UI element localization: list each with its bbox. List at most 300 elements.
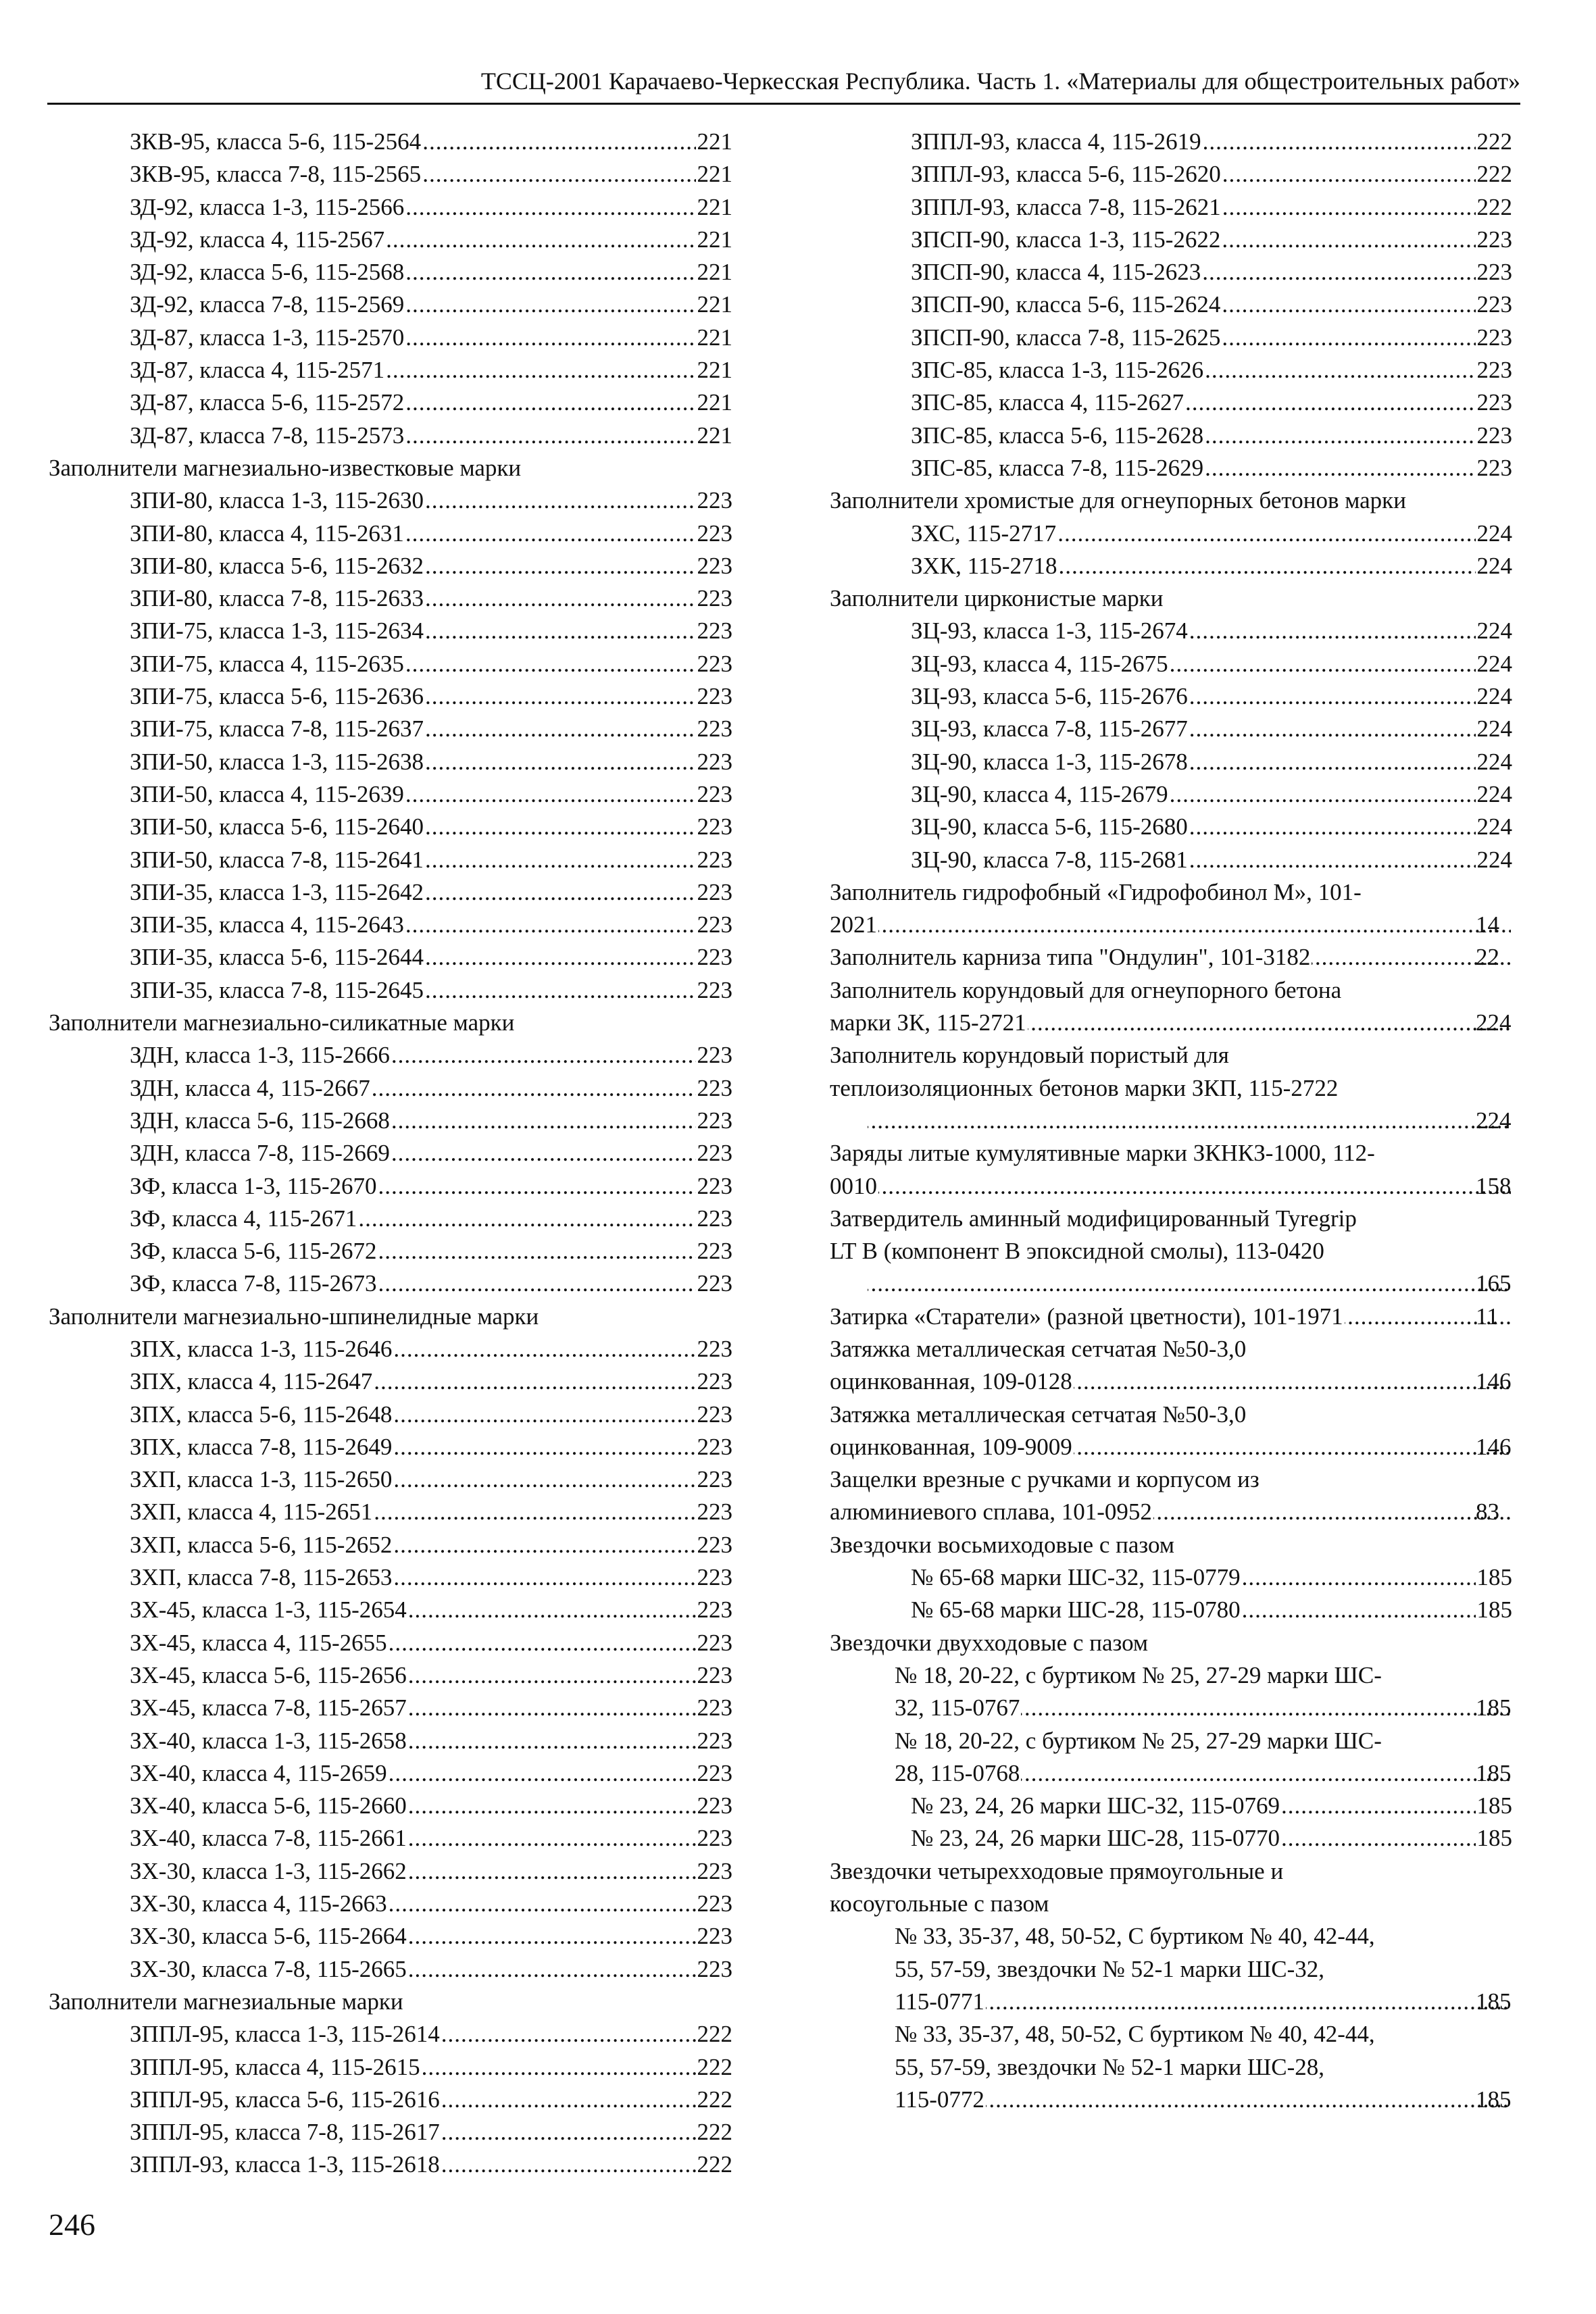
entry-page-number: 223 [697, 1727, 732, 1754]
entry-text: Звездочки четырехходовые прямоугольные и [830, 1857, 1284, 1884]
entry-page-number: 223 [697, 1759, 732, 1786]
dot-leader [389, 1888, 696, 1920]
entry-page-number: 223 [697, 1825, 732, 1852]
index-entry [49, 941, 732, 974]
index-entry [830, 1301, 1512, 1333]
dot-leader [1170, 778, 1476, 811]
entry-page-number: 223 [697, 487, 732, 514]
entry-line-with-page [130, 1627, 732, 1659]
entry-page-number: 185 [1476, 1792, 1512, 1819]
entry-page-number: 224 [1476, 780, 1512, 807]
dot-leader [425, 746, 695, 778]
dot-leader [868, 1267, 1511, 1300]
entry-text: Звездочки двухходовые с пазом [830, 1629, 1149, 1656]
dot-leader [378, 1235, 695, 1267]
index-entry [830, 1725, 1512, 1790]
entry-text: ЗХП, класса 4, 115-2651 [130, 1499, 373, 1526]
index-entry [830, 974, 1512, 1040]
index-column-right [830, 126, 1512, 2116]
entry-text: ЗХ-45, класса 5-6, 115-2656 [130, 1661, 407, 1688]
dot-leader [393, 1333, 695, 1365]
dot-leader [425, 876, 695, 909]
entry-line-with-page [130, 256, 732, 288]
index-entry [49, 648, 732, 680]
entry-page-number: 223 [697, 1499, 732, 1526]
dot-leader [405, 778, 696, 811]
entry-line-with-page [130, 288, 732, 321]
index-entry [830, 354, 1512, 386]
entry-page-number: 224 [1476, 846, 1512, 873]
entry-text: Заполнители хромистые для огнеупорных бетонов марки [830, 487, 1406, 514]
entry-text-continued: 28, 115-0768 [895, 1759, 1020, 1786]
entry-text: Заполнитель гидрофобный «Гидрофобинол М», 101- [830, 878, 1362, 905]
entry-line-with-page [130, 974, 732, 1007]
entry-page-number: 223 [697, 944, 732, 971]
entry-line-with-page [911, 256, 1512, 288]
entry-text: ЗППЛ-95, класса 1-3, 115-2614 [130, 2021, 440, 2048]
entry-text: ЗПИ-80, класса 5-6, 115-2632 [130, 552, 424, 579]
entry-text: ЗПИ-50, класса 1-3, 115-2638 [130, 748, 424, 775]
entry-page-number: 222 [697, 2086, 732, 2113]
entry-text: ЗДН, класса 4, 115-2667 [130, 1074, 370, 1101]
index-entry [49, 1822, 732, 1855]
entry-line-with-page: Затирка «Старатели» (разной цветности), 101-1971 ..... 11 [866, 1301, 1512, 1333]
dot-leader [374, 1496, 695, 1528]
entry-text: № 23, 24, 26 марки ШС-32, 115-0769 [911, 1792, 1280, 1819]
entry-line-with-page [130, 844, 732, 876]
dot-leader [389, 1627, 696, 1659]
entry-text: ЗХ-45, класса 7-8, 115-2657 [130, 1694, 407, 1721]
index-entry [830, 1463, 1512, 1529]
entry-line-with-page [130, 680, 732, 713]
index-entry [49, 713, 732, 745]
entry-text: ЗПИ-50, класса 4, 115-2639 [130, 780, 404, 807]
entry-text: ЗКВ-95, класса 7-8, 115-2565 [130, 161, 422, 188]
index-entry [830, 224, 1512, 256]
entry-line-with-page [130, 322, 732, 354]
entry-page-number: 224 [1476, 813, 1512, 840]
dot-leader [1202, 256, 1475, 288]
index-entry [49, 322, 732, 354]
index-entry [49, 2116, 732, 2148]
entry-page-number: 223 [697, 1890, 732, 1917]
entry-line-with-page: марки ЗК, 115-2721 ..... 224 [866, 1007, 1512, 1039]
entry-text: ЗПИ-75, класса 1-3, 115-2634 [130, 618, 424, 645]
index-entry [830, 191, 1512, 224]
entry-line-with-page [130, 615, 732, 647]
index-entry [49, 1888, 732, 1920]
entry-page-number: 223 [697, 1923, 732, 1950]
index-entry [830, 941, 1512, 974]
entry-page-number: 223 [697, 780, 732, 807]
index-heading [830, 1529, 1512, 1561]
index-entry [830, 1333, 1512, 1399]
index-column-left [49, 126, 732, 2182]
entry-line-with-page [130, 518, 732, 550]
index-entry [49, 1725, 732, 1757]
entry-page-number: 221 [697, 357, 732, 384]
index-entry [49, 386, 732, 419]
entry-line-with-page: оцинкованная, 109-0128 ..... 146 [866, 1365, 1512, 1398]
index-heading [49, 452, 732, 484]
entry-line-with-page [130, 1920, 732, 1953]
dot-leader [1021, 1692, 1511, 1724]
entry-line-with-page [130, 778, 732, 811]
entry-text: ЗПИ-75, класса 7-8, 115-2637 [130, 715, 424, 743]
dot-leader [1222, 191, 1476, 224]
dot-leader [1057, 518, 1475, 550]
entry-text: № 65-68 марки ШС-32, 115-0779 [911, 1564, 1241, 1591]
entry-page-number: 185 [1476, 1564, 1512, 1591]
index-entry [830, 746, 1512, 778]
dot-leader [425, 484, 695, 517]
entry-text: ЗППЛ-95, класса 7-8, 115-2617 [130, 2119, 440, 2146]
entry-text: ЗД-87, класса 4, 115-2571 [130, 357, 385, 384]
dot-leader [425, 811, 695, 843]
index-entry [830, 1920, 1512, 2018]
entry-line-with-page [130, 1399, 732, 1431]
index-entry [49, 1203, 732, 1235]
entry-text: ЗПСП-90, класса 4, 115-2623 [911, 259, 1201, 286]
index-entry [49, 1594, 732, 1626]
entry-line-with-page: оцинкованная, 109-9009 ..... 146 [866, 1431, 1512, 1463]
dot-leader [1189, 713, 1476, 745]
entry-line-with-page [130, 909, 732, 941]
index-entry [49, 844, 732, 876]
header-divider [47, 103, 1520, 105]
dot-leader [1222, 224, 1475, 256]
entry-page-number: 222 [697, 2119, 732, 2146]
entry-line-with-page [911, 811, 1512, 843]
entry-page-number: 223 [1476, 454, 1512, 481]
entry-text: ЗХ-40, класса 7-8, 115-2661 [130, 1825, 407, 1852]
dot-leader [422, 2051, 696, 2084]
dot-leader [1222, 288, 1475, 321]
index-entry [830, 1822, 1512, 1855]
entry-page-number: 223 [697, 1107, 732, 1134]
entry-text: Заполнитель карниза типа "Ондулин", 101-3182 [830, 944, 1311, 971]
entry-text: ЗПС-85, класса 1-3, 115-2626 [911, 357, 1204, 384]
entry-text: № 18, 20-22, с буртиком № 25, 27-29 марки ШС- [895, 1661, 1382, 1688]
dot-leader [1281, 1822, 1476, 1855]
entry-line-with-page [130, 1529, 732, 1561]
dot-leader [391, 1039, 696, 1072]
dot-leader [868, 1105, 1511, 1137]
index-entry [49, 1659, 732, 1692]
index-entry [49, 1757, 732, 1790]
entry-line-with-page [130, 1822, 732, 1855]
entry-line-with-page [130, 1594, 732, 1626]
dot-leader [878, 909, 1511, 941]
entry-text: ЗДН, класса 5-6, 115-2668 [130, 1107, 390, 1134]
entry-line-with-page [130, 1692, 732, 1724]
entry-page-number: 223 [697, 1074, 732, 1101]
entry-line-with-page: 115-0771 ..... 185 [931, 1986, 1512, 2018]
dot-leader [408, 1725, 696, 1757]
entry-page-number: 223 [697, 715, 732, 743]
entry-line-with-page [911, 1790, 1512, 1822]
entry-line-with-page [130, 1463, 732, 1496]
index-entry [49, 1333, 732, 1365]
index-entry [49, 1627, 732, 1659]
entry-text: Звездочки восьмиходовые с пазом [830, 1531, 1174, 1558]
index-entry [830, 126, 1512, 158]
dot-leader [378, 1170, 695, 1203]
entry-text: ЗПИ-35, класса 1-3, 115-2642 [130, 878, 424, 905]
dot-leader [1028, 1007, 1511, 1039]
index-entry [49, 1431, 732, 1463]
entry-line-with-page [130, 158, 732, 191]
index-entry [49, 1235, 732, 1267]
entry-text: ЗППЛ-93, класса 4, 115-2619 [911, 128, 1201, 155]
index-heading [49, 1007, 732, 1039]
index-entry [49, 484, 732, 517]
dot-leader [1205, 452, 1475, 484]
index-entry [830, 322, 1512, 354]
dot-leader [425, 615, 695, 647]
entry-line-with-page [130, 2051, 732, 2084]
entry-text: ЗПХ, класса 1-3, 115-2646 [130, 1335, 393, 1362]
dot-leader [1205, 420, 1475, 452]
entry-page-number: 223 [697, 976, 732, 1003]
index-entry [830, 2018, 1512, 2116]
dot-leader [1059, 550, 1476, 582]
dot-leader [393, 1529, 695, 1561]
dot-leader [405, 648, 696, 680]
entry-page-number: 222 [1476, 161, 1512, 188]
index-heading [830, 582, 1512, 615]
entry-page-number: 223 [697, 1042, 732, 1069]
index-entry [49, 1105, 732, 1137]
index-entry [49, 974, 732, 1007]
entry-page-number: 221 [697, 291, 732, 318]
entry-line-with-page [130, 1137, 732, 1169]
dot-leader [1222, 158, 1476, 191]
entry-page-number: 223 [697, 552, 732, 579]
entry-text: ЗПСП-90, класса 1-3, 115-2622 [911, 226, 1221, 253]
entry-line-with-page [130, 1790, 732, 1822]
entry-text: ЗППЛ-93, класса 7-8, 115-2621 [911, 193, 1221, 220]
entry-text: ЗПХ, класса 4, 115-2647 [130, 1368, 373, 1395]
entry-line-with-page [911, 191, 1512, 224]
entry-text: ЗПИ-50, класса 7-8, 115-2641 [130, 846, 424, 873]
entry-text: ЗД-92, класса 4, 115-2567 [130, 226, 385, 253]
index-entry [830, 1203, 1512, 1301]
entry-text: ЗПИ-80, класса 1-3, 115-2630 [130, 487, 424, 514]
entry-page-number: 223 [697, 878, 732, 905]
entry-page-number: 223 [697, 650, 732, 677]
entry-page-number: 223 [697, 683, 732, 710]
entry-text: Затирка «Старатели» (разной цветности), 101-1971 [830, 1303, 1343, 1330]
entry-text-continued: 115-0772 [895, 2086, 984, 2113]
index-entry [830, 1659, 1512, 1725]
dot-leader [408, 1855, 696, 1888]
entry-text: ЗХ-30, класса 7-8, 115-2665 [130, 1955, 407, 1982]
entry-line-with-page [911, 648, 1512, 680]
entry-text: ЗФ, класса 1-3, 115-2670 [130, 1172, 377, 1199]
entry-page-number: 221 [697, 259, 732, 286]
index-entry [830, 550, 1512, 582]
entry-page-number: 223 [697, 1172, 732, 1199]
index-entry [830, 1039, 1512, 1137]
dot-leader [405, 386, 695, 419]
index-entry [830, 844, 1512, 876]
entry-text: ЗПС-85, класса 4, 115-2627 [911, 389, 1184, 416]
entry-line-with-page [911, 746, 1512, 778]
dot-leader [1074, 1431, 1511, 1463]
dot-leader [372, 1072, 696, 1105]
entry-line-with-page [130, 1431, 732, 1463]
dot-leader [408, 1692, 696, 1724]
entry-line-with-page [130, 941, 732, 974]
entry-line-with-page [911, 126, 1512, 158]
entry-line-with-page [911, 1594, 1512, 1626]
entry-text: ЗПИ-35, класса 7-8, 115-2645 [130, 976, 424, 1003]
index-entry [49, 158, 732, 191]
entry-line-with-page [130, 354, 732, 386]
entry-text: ЗПИ-75, класса 4, 115-2635 [130, 650, 404, 677]
dot-leader [408, 1822, 696, 1855]
entry-line-with-page [130, 713, 732, 745]
dot-leader [1242, 1561, 1476, 1594]
entry-text-continued: 55, 57-59, звездочки № 52-1 марки ШС-32, [895, 1955, 1324, 1982]
dot-leader [1074, 1365, 1511, 1398]
entry-line-with-page [130, 648, 732, 680]
entry-text: Заполнители магнезиальные марки [49, 1988, 403, 2015]
dot-leader [405, 322, 695, 354]
index-entry [49, 224, 732, 256]
entry-text: ЗХП, класса 7-8, 115-2653 [130, 1564, 393, 1591]
dot-leader [393, 1463, 695, 1496]
dot-leader [425, 844, 695, 876]
entry-line-with-page [130, 550, 732, 582]
entry-page-number: 224 [1476, 650, 1512, 677]
entry-page-number: 221 [697, 389, 732, 416]
entry-text: ЗХ-30, класса 5-6, 115-2664 [130, 1923, 407, 1950]
entry-line-with-page [130, 224, 732, 256]
index-entry [49, 582, 732, 615]
dot-leader [1153, 1496, 1511, 1528]
index-entry [830, 811, 1512, 843]
entry-line-with-page [911, 844, 1512, 876]
index-entry [830, 1137, 1512, 1203]
entry-text: ЗХП, класса 5-6, 115-2652 [130, 1531, 393, 1558]
entry-page-number: 223 [1476, 324, 1512, 351]
dot-leader [1189, 746, 1476, 778]
dot-leader [422, 158, 695, 191]
entry-text: ЗПХ, класса 5-6, 115-2648 [130, 1401, 393, 1428]
entry-line-with-page [130, 1235, 732, 1267]
entry-page-number: 223 [697, 1335, 732, 1362]
entry-page-number: 221 [697, 226, 732, 253]
dot-leader [393, 1561, 695, 1594]
dot-leader [405, 518, 696, 550]
index-entry [49, 1496, 732, 1528]
entry-text: ЗПИ-50, класса 5-6, 115-2640 [130, 813, 424, 840]
entry-line-with-page [130, 1267, 732, 1300]
index-entry [49, 778, 732, 811]
entry-text: ЗПИ-80, класса 7-8, 115-2633 [130, 585, 424, 612]
entry-text: ЗХ-30, класса 1-3, 115-2662 [130, 1857, 407, 1884]
entry-line-with-page [130, 484, 732, 517]
entry-text-continued: косоугольные с пазом [830, 1890, 1049, 1917]
index-entry [49, 876, 732, 909]
entry-text: ЗД-92, класса 7-8, 115-2569 [130, 291, 405, 318]
entry-text-continued: 0010 [830, 1172, 877, 1199]
index-entry [830, 648, 1512, 680]
entry-page-number: 222 [697, 2053, 732, 2080]
entry-text: ЗППЛ-95, класса 5-6, 115-2616 [130, 2086, 440, 2113]
entry-line-with-page [130, 1496, 732, 1528]
entry-page-number: 223 [697, 618, 732, 645]
entry-text: ЗПС-85, класса 7-8, 115-2629 [911, 454, 1204, 481]
dot-leader [1189, 680, 1476, 713]
index-entry [830, 680, 1512, 713]
entry-line-with-page [130, 2084, 732, 2116]
entry-text: ЗПИ-35, класса 5-6, 115-2644 [130, 944, 424, 971]
entry-page-number: 223 [697, 1792, 732, 1819]
entry-text: ЗЦ-93, класса 4, 115-2675 [911, 650, 1168, 677]
index-entry [830, 1594, 1512, 1626]
dot-leader [358, 1203, 695, 1235]
index-entry [830, 1561, 1512, 1594]
index-entry [830, 876, 1512, 942]
entry-text: ЗХС, 115-2717 [911, 520, 1057, 547]
entry-page-number: 224 [1476, 683, 1512, 710]
index-entry [49, 909, 732, 941]
page-number: 246 [49, 2207, 95, 2242]
dot-leader [1222, 322, 1475, 354]
index-entry [49, 550, 732, 582]
index-entry [830, 778, 1512, 811]
entry-line-with-page [130, 1725, 732, 1757]
dot-leader [986, 2084, 1511, 2116]
entry-page-number: 221 [697, 161, 732, 188]
dot-leader [374, 1365, 695, 1398]
entry-text: ЗФ, класса 7-8, 115-2673 [130, 1270, 377, 1297]
entry-text: № 18, 20-22, с буртиком № 25, 27-29 марки ШС- [895, 1727, 1382, 1754]
index-entry [49, 1170, 732, 1203]
entry-page-number: 222 [697, 2021, 732, 2048]
entry-text: № 65-68 марки ШС-28, 115-0780 [911, 1596, 1241, 1624]
entry-text: Затяжка металлическая сетчатая №50-3,0 [830, 1335, 1247, 1362]
index-entry [830, 615, 1512, 647]
entry-text: ЗД-87, класса 5-6, 115-2572 [130, 389, 405, 416]
entry-page-number: 222 [697, 2151, 732, 2178]
entry-line-with-page [911, 452, 1512, 484]
entry-text-continued: марки ЗК, 115-2721 [830, 1009, 1026, 1036]
dot-leader [441, 2018, 696, 2051]
index-entry [49, 1920, 732, 1953]
index-entry [830, 484, 1512, 517]
index-entry [830, 1399, 1512, 1464]
index-entry [49, 126, 732, 158]
entry-page-number: 223 [1476, 422, 1512, 449]
index-entry [49, 288, 732, 321]
entry-text: ЗПС-85, класса 5-6, 115-2628 [911, 422, 1204, 449]
index-entry [49, 1137, 732, 1169]
index-entry [49, 1529, 732, 1561]
entry-text: Заполнитель корундовый для огнеупорного бетона [830, 976, 1342, 1003]
index-entry [49, 1072, 732, 1105]
entry-page-number: 223 [697, 1596, 732, 1624]
entry-text: ЗДН, класса 1-3, 115-2666 [130, 1042, 390, 1069]
entry-text: ЗХ-45, класса 4, 115-2655 [130, 1629, 387, 1656]
index-entry [49, 2148, 732, 2181]
entry-page-number: 185 [1476, 1825, 1512, 1852]
index-entry [49, 1790, 732, 1822]
entry-text: ЗХК, 115-2718 [911, 552, 1057, 579]
